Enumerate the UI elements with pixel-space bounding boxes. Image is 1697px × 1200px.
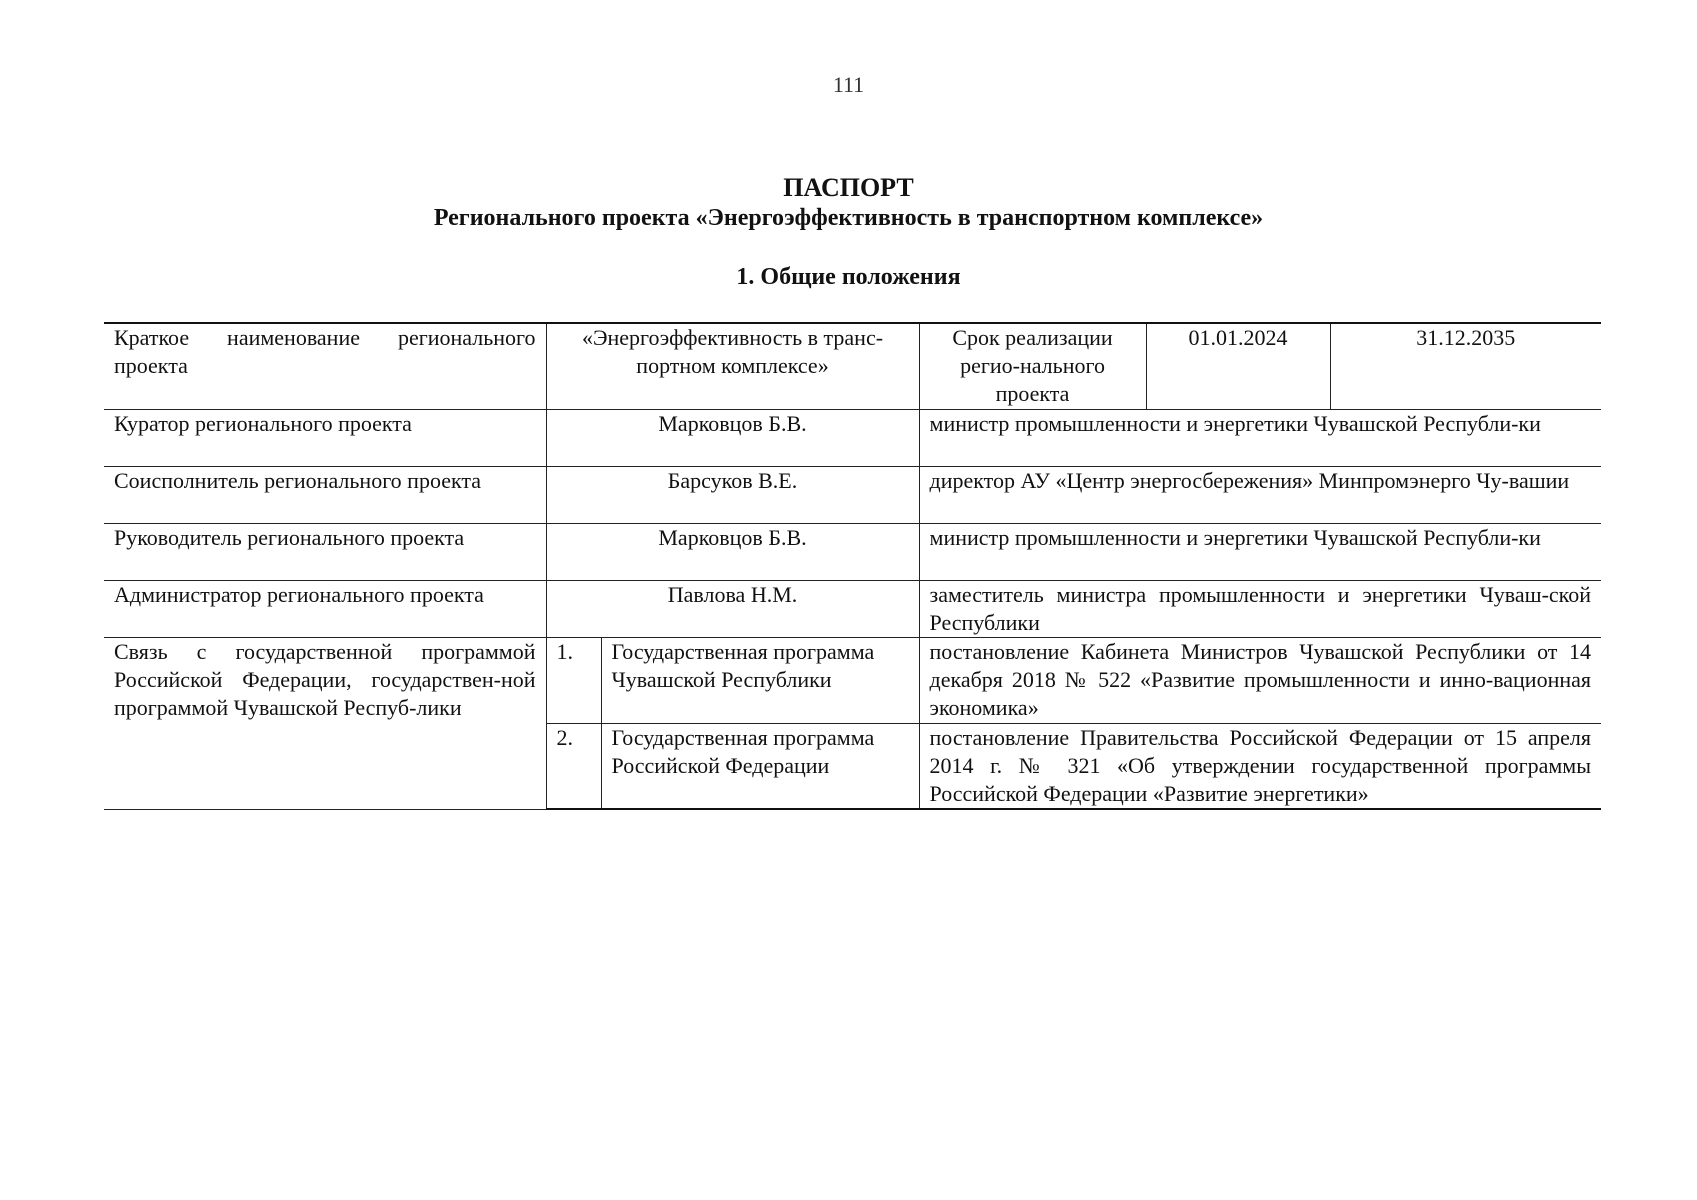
table-row-curator [104,409,1601,466]
program-number: 2. [546,723,601,809]
passport-table [104,322,1601,810]
document-title: ПАСПОРТ [783,173,914,202]
program-document: постановление Правительства Российской Федерации от 15 апреля 2014 г. № 321 «Об утверждении государственной программы Российской Федерации «Развитие энергетики» [919,723,1601,809]
program-name: Государственная программа Российской Федерации [601,723,919,809]
row-label: Куратор регионального проекта [104,409,546,466]
row-label: Администратор регионального проекта [104,580,546,637]
row-person: Барсуков В.Е. [546,466,919,523]
row-label: Руководитель регионального проекта [104,523,546,580]
short-name-value: «Энергоэффективность в транс-портном комплексе» [546,323,919,409]
table-row-co-executor [104,466,1601,523]
row-label: Соисполнитель регионального проекта [104,466,546,523]
term-start-date: 01.01.2024 [1146,323,1330,409]
document-heading [0,173,1697,233]
section-title: 1. Общие положения [736,264,961,290]
table-row-head [104,523,1601,580]
row-position: директор АУ «Центр энергосбережения» Минпромэнерго Чу-вашии [919,466,1601,523]
page-number: 111 [832,72,865,97]
table-row-short-name [104,323,1601,409]
term-end-date: 31.12.2035 [1330,323,1601,409]
table-row-program-1 [104,637,1601,723]
program-link-label: Связь с государственной программой Российской Федерации, государствен-ной программой Чувашской Респуб-лики [104,637,546,809]
row-person: Павлова Н.М. [546,580,919,637]
table-row-administrator [104,580,1601,637]
term-label: Срок реализации регио-нального проекта [919,323,1146,409]
row-position: заместитель министра промышленности и энергетики Чуваш-ской Республики [919,580,1601,637]
document-subtitle: Регионального проекта «Энергоэффективность в транспортном комплексе» [433,205,1264,231]
program-number: 1. [546,637,601,723]
program-name: Государственная программа Чувашской Республики [601,637,919,723]
short-name-label: Краткое наименование регионального проекта [104,323,546,409]
row-position: министр промышленности и энергетики Чувашской Республи-ки [919,409,1601,466]
row-position: министр промышленности и энергетики Чувашской Республи-ки [919,523,1601,580]
row-person: Марковцов Б.В. [546,523,919,580]
program-document: постановление Кабинета Министров Чувашской Республики от 14 декабря 2018 № 522 «Развитие промышленности и инно-вационная экономика» [919,637,1601,723]
row-person: Марковцов Б.В. [546,409,919,466]
